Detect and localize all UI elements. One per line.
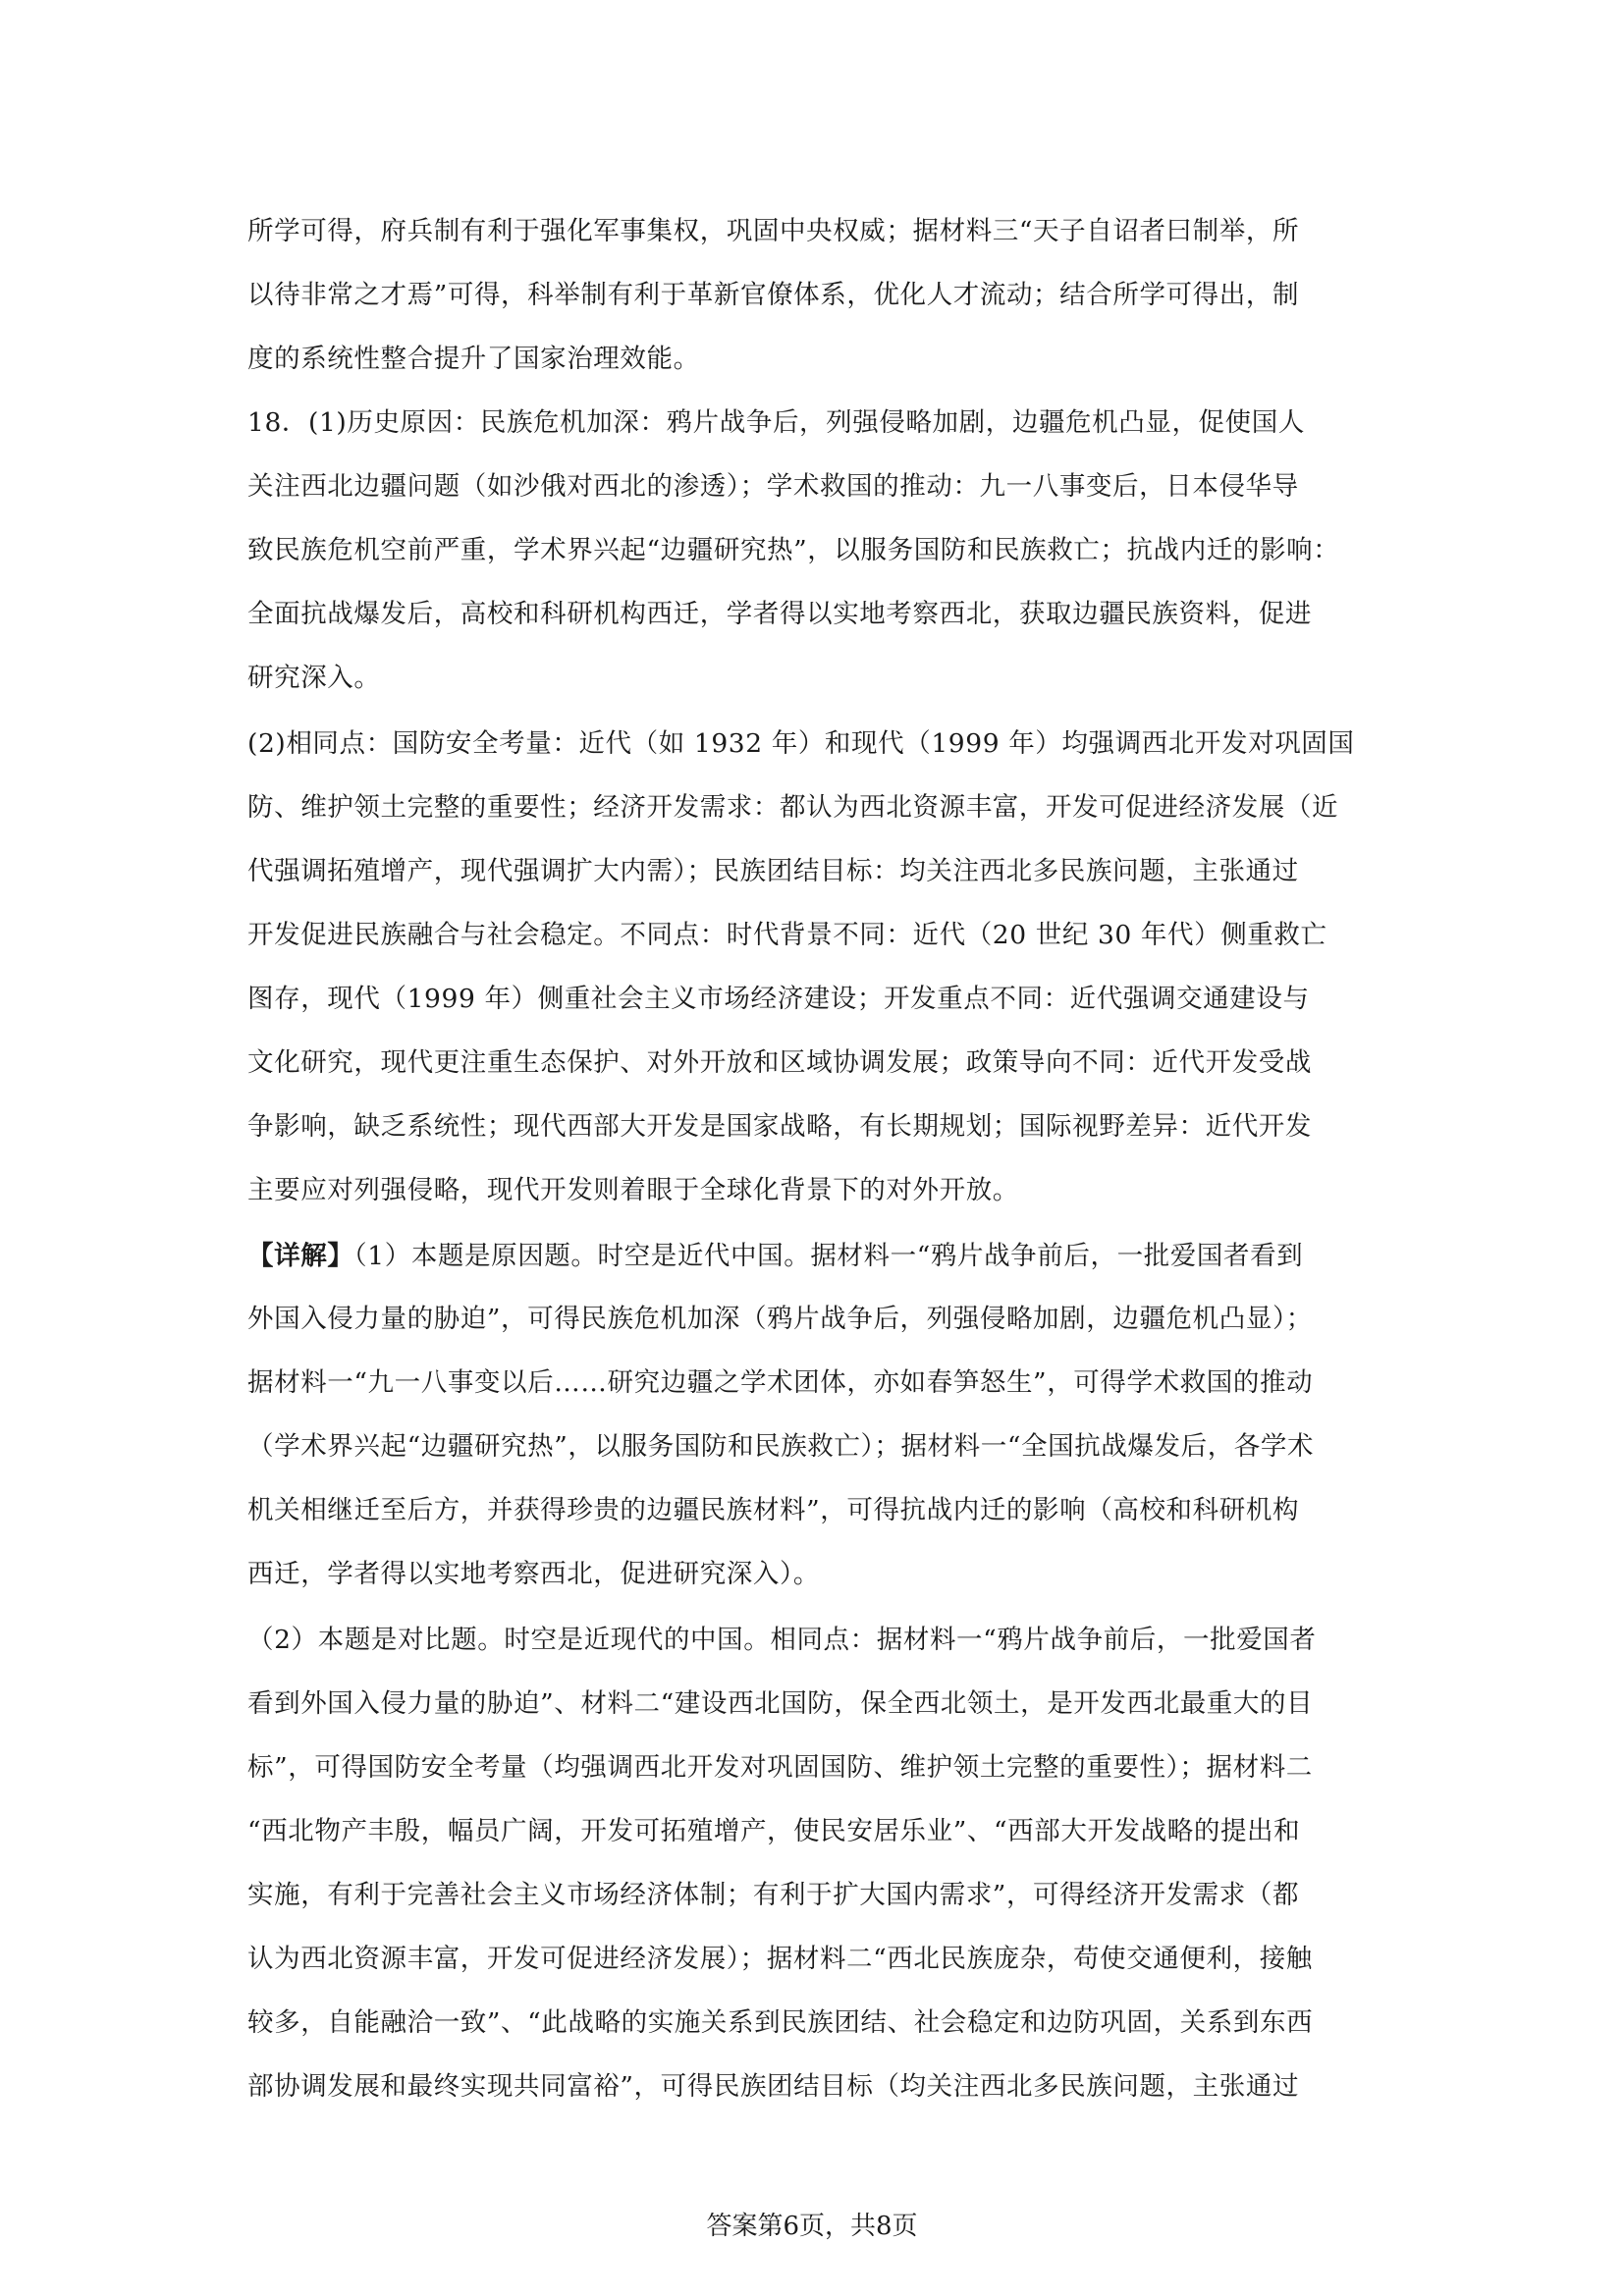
text-line: 看到外国入侵力量的胁迫”、材料二“建设西北国防，保全西北领土，是开发西北最重大的目	[247, 1688, 1314, 1719]
detail-label: 【详解】	[247, 1241, 354, 1271]
page-footer: 答案第6页，共8页	[706, 2212, 918, 2241]
text-line: 文化研究，现代更注重生态保护、对外开放和区域协调发展；政策导向不同：近代开发受战	[247, 1047, 1312, 1078]
text-line: 争影响，缺乏系统性；现代西部大开发是国家战略，有长期规划；国际视野差异：近代开发	[247, 1111, 1312, 1142]
text-line: 全面抗战爆发后，高校和科研机构西迁，学者得以实地考察西北，获取边疆民族资料，促进	[247, 599, 1312, 629]
text-line: 认为西北资源丰富，开发可促进经济发展）；据材料二“西北民族庞杂，苟使交通便利，接触	[247, 1944, 1313, 1974]
text-line: 据材料一“九一八事变以后……研究边疆之学术团体，亦如春笋怒生”，可得学术救国的推动	[247, 1367, 1314, 1398]
text-line: 关注西北边疆问题（如沙俄对西北的渗透）；学术救国的推动：九一八事变后，日本侵华导	[247, 471, 1299, 502]
text-line: 代强调拓殖增产，现代强调扩大内需）；民族团结目标：均关注西北多民族问题，主张通过	[247, 856, 1299, 886]
text-line: 主要应对列强侵略，现代开发则着眼于全球化背景下的对外开放。	[247, 1175, 1019, 1205]
text-line: 图存，现代（1999 年）侧重社会主义市场经济建设；开发重点不同：近代强调交通建设与	[247, 984, 1310, 1014]
text-line: （1）本题是原因题。时空是近代中国。据材料一“鸦片战争前后，一批爱国者看到	[353, 1241, 1304, 1271]
text-line: 致民族危机空前严重，学术界兴起“边疆研究热”，以服务国防和民族救亡；抗战内迁的影响：	[247, 535, 1340, 565]
text-line: 研究深入。	[247, 663, 381, 693]
text-line: 标”，可得国防安全考量（均强调西北开发对巩固国防、维护领土完整的重要性）；据材料二	[247, 1752, 1313, 1783]
text-line: 部协调发展和最终实现共同富裕”，可得民族团结目标（均关注西北多民族问题，主张通过	[247, 2071, 1300, 2102]
text-line: 度的系统性整合提升了国家治理效能。	[247, 344, 700, 374]
text-line: 实施，有利于完善社会主义市场经济体制；有利于扩大国内需求”，可得经济开发需求（都	[247, 1880, 1300, 1910]
text-line: 18．(1)历史原因：民族危机加深：鸦片战争后，列强侵略加剧，边疆危机凸显，促使国人	[247, 407, 1305, 438]
text-line: （学术界兴起“边疆研究热”，以服务国防和民族救亡）；据材料一“全国抗战爆发后，各学术	[247, 1431, 1315, 1462]
text-line: （2）本题是对比题。时空是近现代的中国。相同点：据材料一“鸦片战争前后，一批爱国者	[247, 1625, 1317, 1655]
text-line: 机关相继迁至后方，并获得珍贵的边疆民族材料”，可得抗战内迁的影响（高校和科研机构	[247, 1495, 1300, 1525]
text-line: 较多，自能融洽一致”、“此战略的实施关系到民族团结、社会稳定和边防巩固，关系到东西	[247, 2007, 1314, 2038]
text-line: 所学可得，府兵制有利于强化军事集权，巩固中央权威；据材料三“天子自诏者曰制举，所	[247, 216, 1300, 246]
text-line: 开发促进民族融合与社会稳定。不同点：时代背景不同：近代（20 世纪 30 年代）侧重救亡	[247, 920, 1327, 950]
text-line: “西北物产丰殷，幅员广阔，开发可拓殖增产，使民安居乐业”、“西部大开发战略的提出和	[247, 1816, 1301, 1846]
text-line: 西迁，学者得以实地考察西北，促进研究深入）。	[247, 1559, 820, 1589]
detail-paragraph-start	[247, 1237, 1303, 1276]
text-line: 外国入侵力量的胁迫”，可得民族危机加深（鸦片战争后，列强侵略加剧，边疆危机凸显）；	[247, 1304, 1313, 1334]
text-line: 防、维护领土完整的重要性；经济开发需求：都认为西北资源丰富，开发可促进经济发展（近	[247, 792, 1339, 823]
text-line: 以待非常之才焉”可得，科举制有利于革新官僚体系，优化人才流动；结合所学可得出，制	[247, 280, 1300, 310]
text-line: (2)相同点：国防安全考量：近代（如 1932 年）和现代（1999 年）均强调西北开发对巩固国	[247, 728, 1355, 759]
